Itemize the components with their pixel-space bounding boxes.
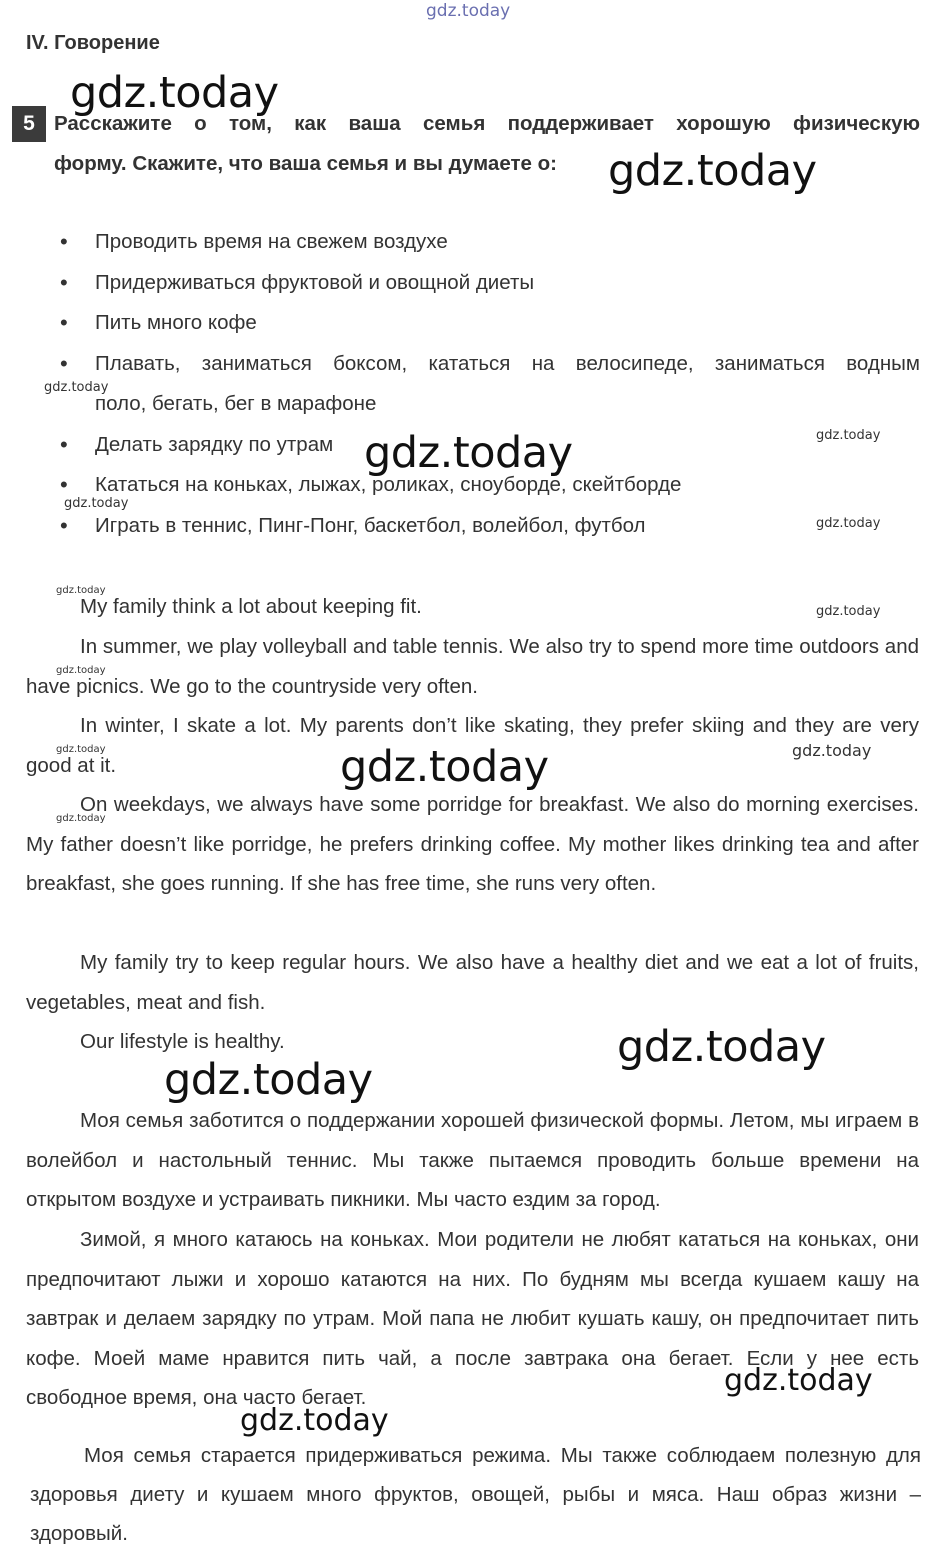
- list-item: [58, 344, 920, 425]
- watermark: gdz.today: [617, 1022, 826, 1072]
- task-number-badge: 5: [12, 106, 46, 142]
- watermark: gdz.today: [240, 1403, 389, 1438]
- watermark: gdz.today: [608, 146, 817, 196]
- russian-paragraph: Моя семья старается придерживаться режима. Мы также соблюдаем полезную для здоровья диету и кушаем много фруктов, овощей, рыбы и мяса. Наш образ жизни – здоровый.: [30, 1444, 921, 1545]
- task-line-2: форму. Скажите, что ваша семья и вы думаете о:: [54, 152, 557, 175]
- english-paragraph: On weekdays, we always have some porridge for breakfast. We also do morning exercises. My father doesn’t like porridge, he prefers drinking coffee. My mother likes drinking tea and after breakfast, she goes running. If she has free time, she runs very often.: [26, 793, 919, 895]
- list-item: • Играть в теннис, Пинг-Понг, баскетбол, волейбол, футбол: [58, 506, 920, 547]
- russian-paragraph: Зимой, я много катаюсь на коньках. Мои родители не любят кататься на коньках, они предпочитают лыжи и хорошо катаются на них. По будням мы всегда кушаем кашу на завтрак и делаем зарядку по утрам. Мой папа не любит кушать кашу, он предпочитает пить кофе. Моей маме нравится пить чай, а после завтрака она бегает. Если у нее есть свободное время, она часто бегает.: [26, 1228, 919, 1409]
- topic-list: [58, 222, 920, 546]
- watermark: gdz.today: [340, 742, 549, 792]
- list-item: • Проводить время на свежем воздухе: [58, 222, 920, 263]
- watermark: gdz.today: [724, 1363, 873, 1398]
- list-item: • Пить много кофе: [58, 303, 920, 344]
- watermark: gdz.today: [56, 665, 106, 676]
- english-paragraph: Our lifestyle is healthy.: [80, 1030, 285, 1053]
- english-paragraph: My family try to keep regular hours. We also have a healthy diet and we eat a lot of fruits, vegetables, meat and fish.: [26, 951, 919, 1014]
- watermark: gdz.today: [816, 428, 881, 443]
- english-paragraph: In summer, we play volleyball and table tennis. We also try to spend more time outdoors and have picnics. We go to the countryside very often.: [26, 635, 919, 698]
- list-item: • Кататься на коньках, лыжах, роликах, сноуборде, скейтборде: [58, 465, 920, 506]
- watermark: gdz.today: [56, 585, 106, 596]
- list-item-line-2: поло, бегать, бег в марафоне: [95, 392, 377, 415]
- russian-paragraph: Моя семья заботится о поддержании хорошей физической формы. Летом, мы играем в волейбол и настольный теннис. Мы также пытаемся проводить больше времени на открытом воздухе и устраивать пикники. Мы часто ездим за город.: [26, 1109, 919, 1211]
- section-title: IV. Говорение: [26, 32, 160, 54]
- watermark-top: gdz.today: [426, 1, 511, 21]
- watermark: gdz.today: [64, 496, 129, 511]
- list-item: • Делать зарядку по утрам: [58, 425, 920, 466]
- watermark: gdz.today: [364, 428, 573, 478]
- watermark: gdz.today: [816, 516, 881, 531]
- list-item-line-1: • Плавать, заниматься боксом, кататься на велосипеде, заниматься водным: [95, 351, 920, 375]
- watermark: gdz.today: [56, 744, 106, 755]
- watermark: gdz.today: [70, 68, 279, 118]
- watermark: gdz.today: [816, 604, 881, 619]
- english-paragraph: In winter, I skate a lot. My parents don’t like skating, they prefer skiing and they are very good at it.: [26, 714, 919, 777]
- task-instruction: [54, 104, 920, 184]
- watermark: gdz.today: [792, 741, 872, 760]
- english-paragraph: My family think a lot about keeping fit.: [80, 595, 422, 618]
- list-item: • Придерживаться фруктовой и овощной диеты: [58, 263, 920, 304]
- task-line-1: Расскажите о том, как ваша семья поддерживает хорошую физическую: [54, 112, 920, 135]
- watermark: gdz.today: [164, 1055, 373, 1105]
- watermark: gdz.today: [56, 813, 106, 824]
- watermark: gdz.today: [44, 380, 109, 395]
